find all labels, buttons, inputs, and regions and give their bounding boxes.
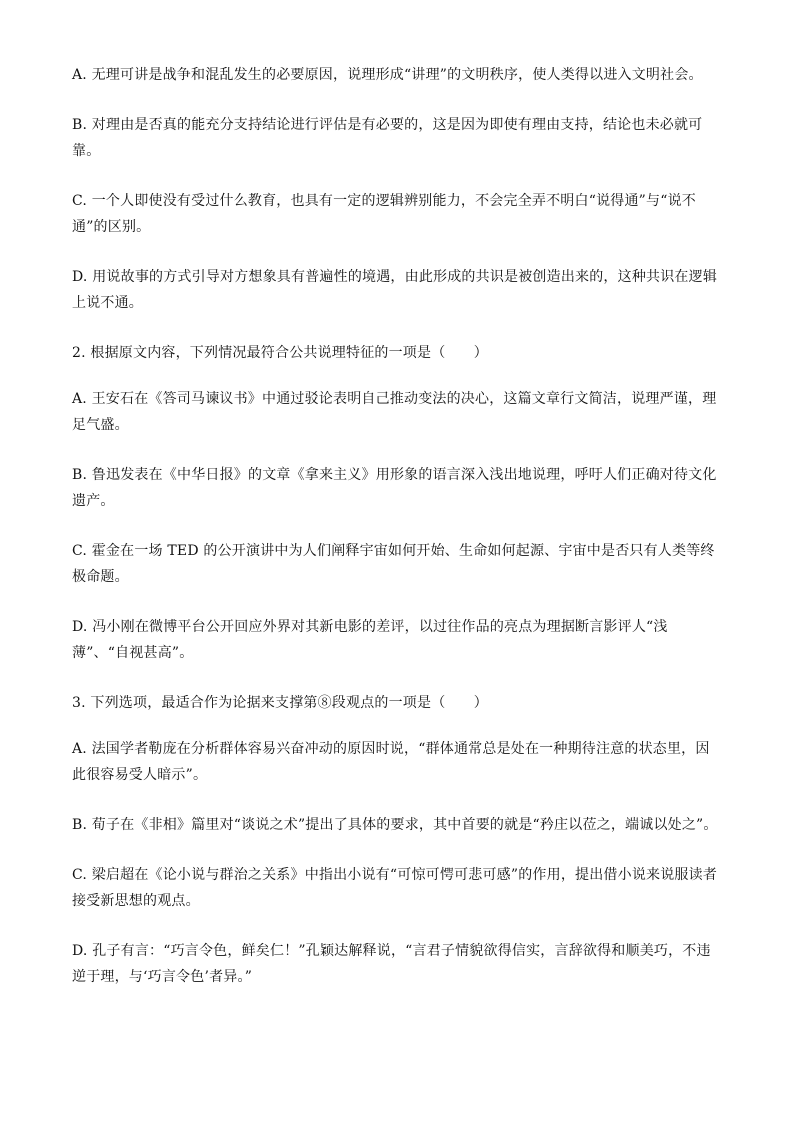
- option-c-q2: C. 霍金在一场 TED 的公开演讲中为人们阐释宇宙如何开始、生命如何起源、宇宙中是否只有人类等终极命题。: [72, 543, 715, 585]
- question-3: 3. 下列选项，最适合作为论据来支撑第⑧段观点的一项是（ ）: [72, 695, 489, 711]
- question-2: 2. 根据原文内容，下列情况最符合公共说理特征的一项是（ ）: [72, 345, 489, 361]
- option-d-q3: D. 孔子有言：“巧言令色，鲜矣仁！”孔颖达解释说，“言君子情貌欲得信实，言辞欲得和顺美巧，不违逆于理，与‘巧言令色’者异。”: [72, 943, 711, 985]
- option-a-q1: A. 无理可讲是战争和混乱发生的必要原因，说理形成“讲理”的文明秩序，使人类得以进入文明社会。: [72, 67, 703, 83]
- option-c-q3: C. 梁启超在《论小说与群治之关系》中指出小说有“可惊可愕可悲可感”的作用，提出借小说来说服读者接受新思想的观点。: [72, 867, 718, 909]
- option-b-q1: B. 对理由是否真的能充分支持结论进行评估是有必要的，这是因为即使有理由支持，结论也未必就可靠。: [72, 117, 703, 159]
- option-c-q1: C. 一个人即使没有受过什么教育，也具有一定的逻辑辨别能力，不会完全弄不明白“说得通”与“说不通”的区别。: [72, 193, 696, 235]
- option-d-q2: D. 冯小刚在微博平台公开回应外界对其新电影的差评，以过往作品的亮点为理据断言影评人“浅薄”、“自视甚高”。: [72, 619, 668, 661]
- option-b-q3: B. 荀子在《非相》篇里对“谈说之术”提出了具体的要求，其中首要的就是“矜庄以莅之，端诚以处之”。: [72, 817, 718, 833]
- option-a-q2: A. 王安石在《答司马谏议书》中通过驳论表明自己推动变法的决心，这篇文章行文简洁，说理严谨，理足气盛。: [72, 391, 717, 433]
- document-page: [72, 62, 722, 1014]
- option-a-q3: A. 法国学者勒庞在分析群体容易兴奋冲动的原因时说，“群体通常总是处在一种期待注意的状态里，因此很容易受人暗示”。: [72, 741, 710, 783]
- option-d-q1: D. 用说故事的方式引导对方想象具有普遍性的境遇，由此形成的共识是被创造出来的，这种共识在逻辑上说不通。: [72, 269, 718, 311]
- option-b-q2: B. 鲁迅发表在《中华日报》的文章《拿来主义》用形象的语言深入浅出地说理，呼吁人们正确对待文化遗产。: [72, 467, 717, 509]
